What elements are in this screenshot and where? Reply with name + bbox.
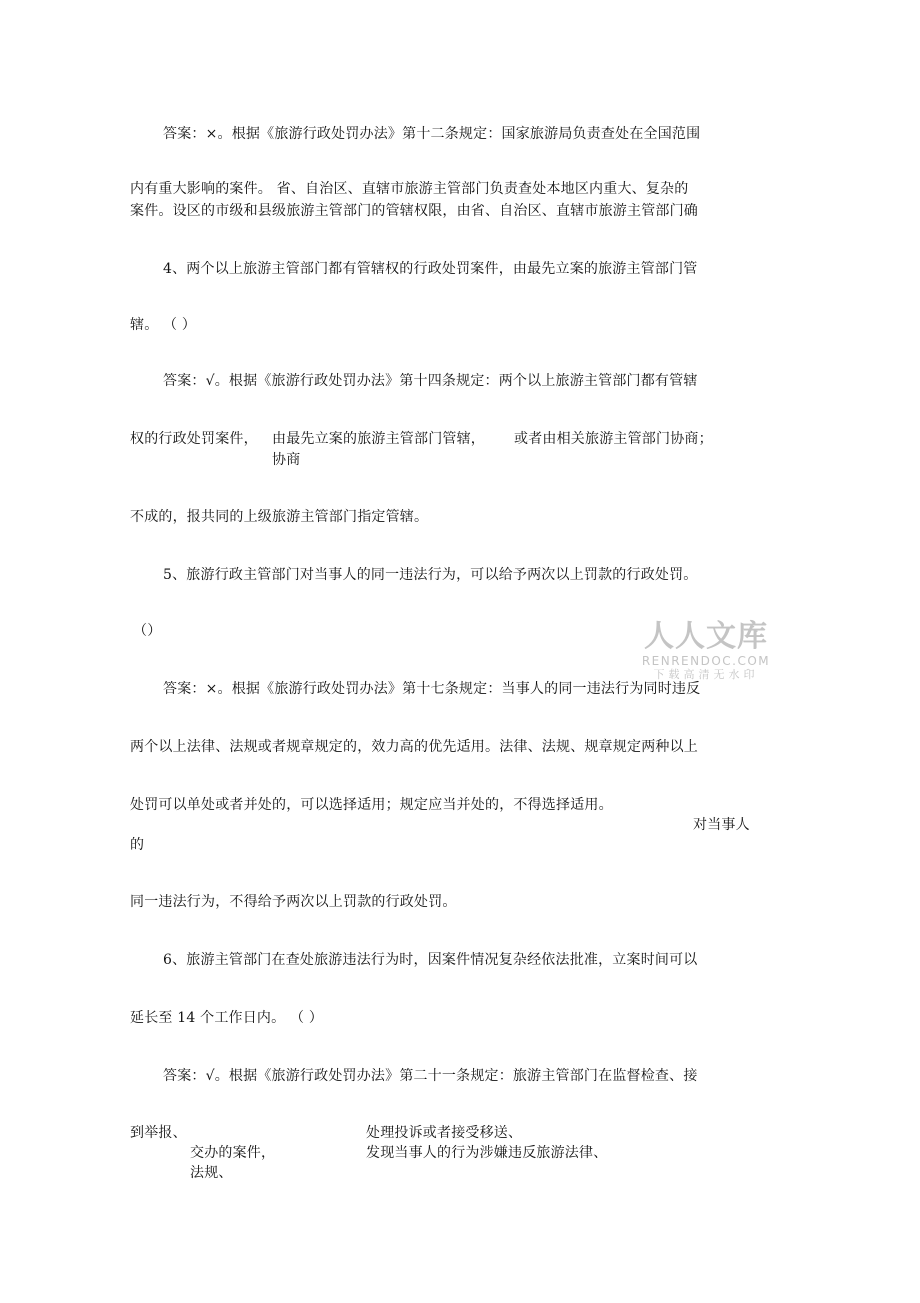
text-line: 内有重大影响的案件。 省、自治区、直辖市旅游主管部门负责查处本地区内重大、复杂的 bbox=[130, 181, 689, 197]
text-line: 不成的，报共同的上级旅游主管部门指定管辖。 bbox=[130, 509, 429, 525]
text-line: 处罚可以单处或者并处的，可以选择适用；规定应当并处的，不得选择适用。 bbox=[130, 797, 613, 813]
text-line: 延长至 14 个工作日内。 （ ） bbox=[130, 1010, 324, 1026]
question-line: 4、两个以上旅游主管部门都有管辖权的行政处罚案件，由最先立案的旅游主管部门管 bbox=[163, 261, 698, 277]
text-line: 两个以上法律、法规或者规章规定的，效力高的优先适用。法律、法规、规章规定两种以上 bbox=[130, 739, 698, 755]
question-line: 6、旅游主管部门在查处旅游违法行为时，因案件情况复杂经依法批准，立案时间可以 bbox=[163, 952, 698, 968]
text-fragment: 由最先立案的旅游主管部门管辖， bbox=[272, 431, 485, 447]
watermark bbox=[636, 620, 776, 682]
answer-line: 答案：√。根据《旅游行政处罚办法》第十四条规定：两个以上旅游主管部门都有管辖 bbox=[163, 373, 698, 389]
text-fragment: 到举报、 bbox=[130, 1125, 187, 1141]
answer-line: 答案：√。根据《旅游行政处罚办法》第二十一条规定：旅游主管部门在监督检查、接 bbox=[163, 1068, 698, 1084]
text-fragment: 的 bbox=[130, 837, 145, 853]
text-fragment: 协商 bbox=[272, 452, 301, 468]
answer-line: 答案：×。根据《旅游行政处罚办法》第十七条规定：当事人的同一违法行为同时违反 bbox=[163, 681, 701, 697]
answer-line: 答案：×。根据《旅游行政处罚办法》第十二条规定：国家旅游局负责查处在全国范围 bbox=[163, 126, 701, 142]
question-line: 5、旅游行政主管部门对当事人的同一违法行为，可以给予两次以上罚款的行政处罚。 bbox=[163, 567, 698, 583]
watermark-subtitle: 下载高清无水印 bbox=[653, 668, 759, 681]
watermark-url: RENRENDOC.COM bbox=[641, 654, 771, 668]
text-fragment: 对当事人 bbox=[693, 817, 750, 833]
text-line: 案件。设区的市级和县级旅游主管部门的管辖权限，由省、自治区、直辖市旅游主管部门确 bbox=[130, 203, 698, 219]
text-fragment: 交办的案件， bbox=[190, 1145, 276, 1161]
text-fragment: 法规、 bbox=[190, 1165, 233, 1181]
text-line: （） bbox=[133, 623, 162, 639]
text-line: 辖。 （ ） bbox=[130, 317, 197, 333]
text-fragment: 处理投诉或者接受移送、 bbox=[366, 1125, 523, 1141]
text-fragment: 发现当事人的行为涉嫌违反旅游法律、 bbox=[366, 1145, 608, 1161]
watermark-title: 人人文库 bbox=[644, 619, 768, 654]
text-line: 同一违法行为，不得给予两次以上罚款的行政处罚。 bbox=[130, 894, 457, 910]
text-fragment: 权的行政处罚案件， bbox=[130, 431, 258, 447]
text-fragment: 或者由相关旅游主管部门协商； bbox=[514, 431, 713, 447]
